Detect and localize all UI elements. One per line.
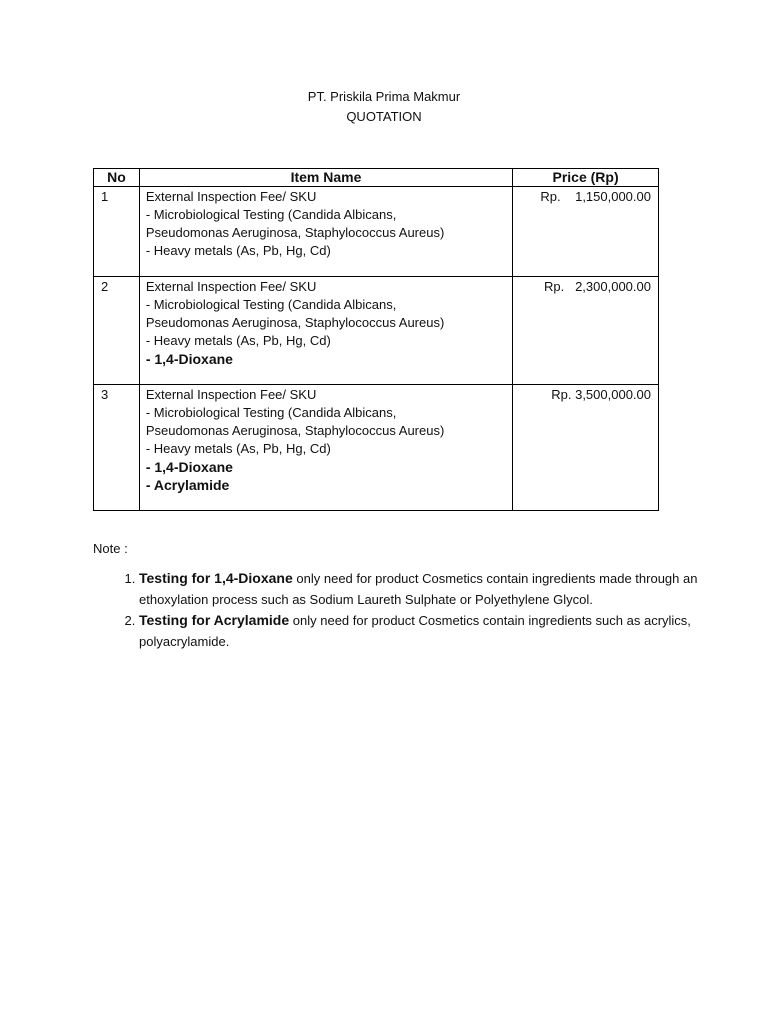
item-description <box>139 277 512 385</box>
table-header-row <box>94 169 659 187</box>
row-number: 1 <box>94 187 140 277</box>
item-line-bold: - 1,4-Dioxane <box>145 351 233 367</box>
note-item-text: only need for product Cosmetics contain ingredients made through an ethoxylation process such as Sodium Laureth Sulphate or Polyethylene Glycol. <box>139 571 698 607</box>
row-number: 2 <box>94 277 140 385</box>
company-name: PT. Priskila Prima Makmur <box>307 89 461 104</box>
note-item <box>139 568 719 610</box>
document-title: QUOTATION <box>346 109 422 124</box>
document-header <box>0 87 768 127</box>
item-line: External Inspection Fee/ SKU <box>145 387 317 402</box>
item-line: External Inspection Fee/ SKU <box>145 279 317 294</box>
item-line: External Inspection Fee/ SKU <box>145 189 317 204</box>
item-description <box>139 385 512 511</box>
note-item-emphasis: Testing for 1,4-Dioxane <box>139 570 293 586</box>
row-number: 3 <box>94 385 140 511</box>
note-item <box>139 610 719 652</box>
item-line: Pseudomonas Aeruginosa, Staphylococcus Aureus) <box>145 423 445 438</box>
table-row <box>94 385 659 511</box>
item-line: - Microbiological Testing (Candida Albicans, <box>145 297 397 312</box>
item-line: - Microbiological Testing (Candida Albicans, <box>145 207 397 222</box>
note-item-text: only need for product Cosmetics contain ingredients such as acrylics, polyacrylamide. <box>139 613 691 649</box>
item-line: Pseudomonas Aeruginosa, Staphylococcus Aureus) <box>145 315 445 330</box>
item-line: - Heavy metals (As, Pb, Hg, Cd) <box>145 333 331 348</box>
item-line-bold: - Acrylamide <box>145 477 230 493</box>
table-row <box>94 187 659 277</box>
notes-list <box>93 568 719 652</box>
item-line: - Microbiological Testing (Candida Albicans, <box>145 405 397 420</box>
item-description <box>139 187 512 277</box>
item-line-bold: - 1,4-Dioxane <box>145 459 233 475</box>
column-header-no: No <box>94 169 140 187</box>
item-price: Rp. 1,150,000.00 <box>513 187 659 277</box>
item-line: - Heavy metals (As, Pb, Hg, Cd) <box>145 243 331 258</box>
item-line: - Heavy metals (As, Pb, Hg, Cd) <box>145 441 331 456</box>
column-header-price: Price (Rp) <box>513 169 659 187</box>
column-header-item-name: Item Name <box>139 169 512 187</box>
item-price: Rp. 3,500,000.00 <box>513 385 659 511</box>
quotation-table <box>93 168 659 511</box>
table-row <box>94 277 659 385</box>
note-label: Note : <box>93 541 128 556</box>
note-item-emphasis: Testing for Acrylamide <box>139 612 290 628</box>
item-price: Rp. 2,300,000.00 <box>513 277 659 385</box>
item-line: Pseudomonas Aeruginosa, Staphylococcus Aureus) <box>145 225 445 240</box>
